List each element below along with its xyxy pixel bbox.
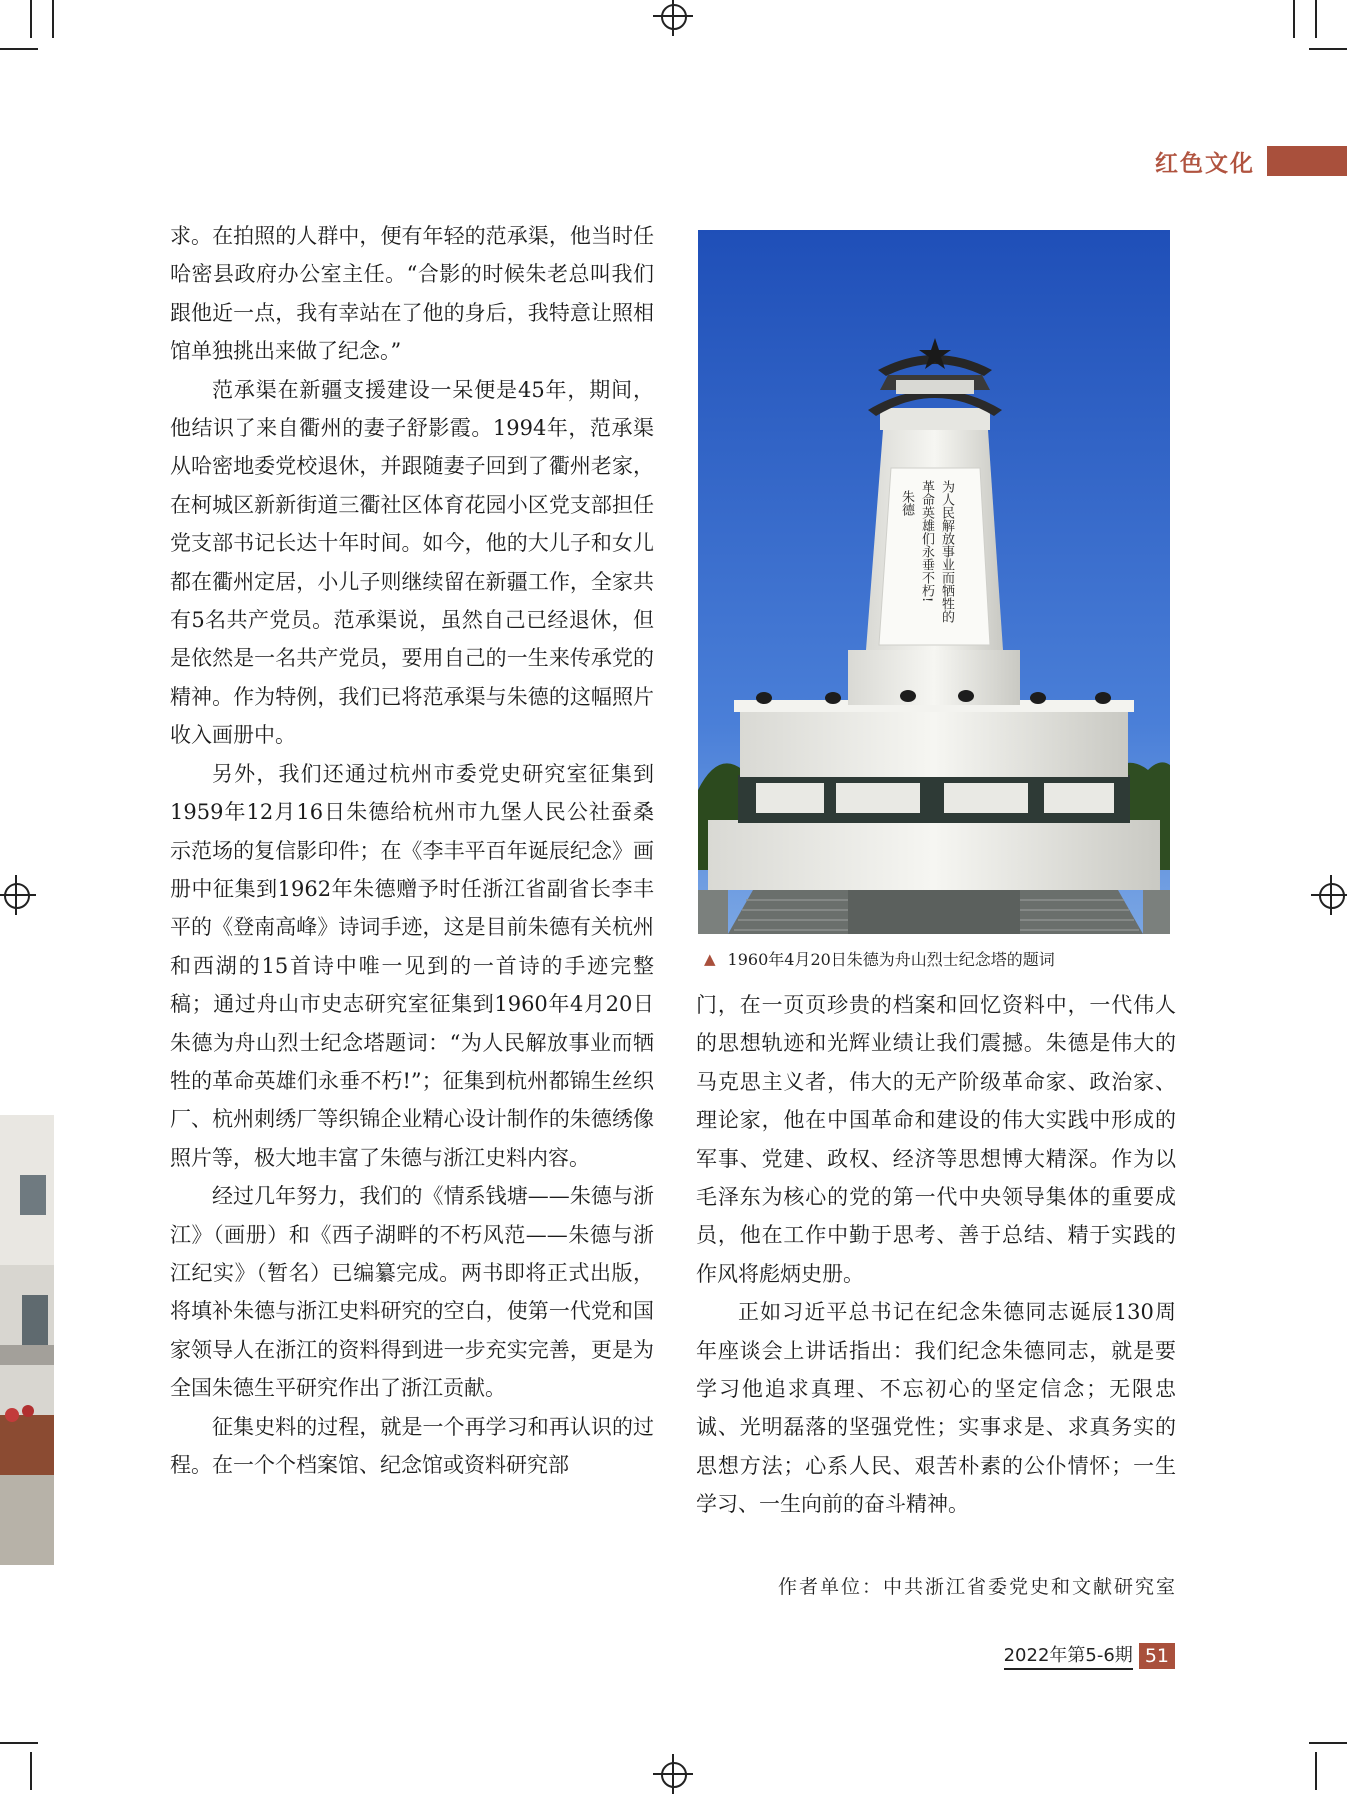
crop-mark-top-left-2 <box>52 0 54 38</box>
section-bar <box>1267 146 1347 176</box>
registration-mark-right <box>1311 875 1347 915</box>
left-column <box>170 217 654 1484</box>
issue-label: 2022年第5-6期 <box>1004 1641 1133 1670</box>
photo-caption <box>704 947 1055 970</box>
registration-mark-bottom <box>653 1754 693 1794</box>
paragraph: 门，在一页页珍贵的档案和回忆资料中，一代伟人的思想轨迹和光辉业绩让我们震撼。朱德是伟大的马克思主义者，伟大的无产阶级革命家、政治家、理论家，他在中国革命和建设的伟大实践中形成的军事、党建、政权、经济等思想博大精深。作为以毛泽东为核心的党的第一代中央领导集体的重要成员，他在工作中勤于思考、善于总结、精于实践的作风将彪炳史册。 <box>696 993 1176 1286</box>
page-footer <box>1004 1641 1175 1670</box>
section-title: 红色文化 <box>1155 150 1255 177</box>
registration-mark-left <box>0 875 36 915</box>
crop-mark-bottom-left-2 <box>0 1742 38 1744</box>
right-column <box>696 986 1176 1524</box>
crop-mark-top-right-2 <box>1315 0 1317 38</box>
page-number: 51 <box>1139 1643 1175 1669</box>
paragraph: 范承渠在新疆支援建设一呆便是45年，期间，他结识了来自衢州的妻子舒影霞。1994年，范承渠从哈密地委党校退休，并跟随妻子回到了衢州老家，在柯城区新新街道三衢社区体育花园小区党支部担任党支部书记长达十年时间。如今，他的大儿子和女儿都在衢州定居，小儿子则继续留在新疆工作，全家共有5名共产党员。范承渠说，虽然自己已经退休，但是依然是一名共产党员，要用自己的一生来传承党的精神。作为特例，我们已将范承渠与朱德的这幅照片收入画册中。 <box>170 377 654 748</box>
registration-mark-top <box>653 0 693 36</box>
monument-photo <box>698 230 1170 934</box>
caption-text: 1960年4月20日朱德为舟山烈士纪念塔的题词 <box>727 950 1055 969</box>
crop-mark-top-right-3 <box>1309 48 1347 50</box>
paragraph: 另外，我们还通过杭州市委党史研究室征集到1959年12月16日朱德给杭州市九堡人民公社蚕桑示范场的复信影印件；在《李丰平百年诞辰纪念》画册中征集到1962年朱德赠予时任浙江省副省长李丰平的《登南高峰》诗词手迹，这是目前朱德有关杭州和西湖的15首诗中唯一见到的一首诗的手迹完整稿；通过舟山市史志研究室征集到1960年4月20日朱德为舟山烈士纪念塔题词：“为人民解放事业而牺牲的革命英雄们永垂不朽!”；征集到杭州都锦生丝织厂、杭州刺绣厂等织锦企业精心设计制作的朱德绣像照片等，极大地丰富了朱德与浙江史料内容。 <box>170 761 654 1170</box>
crop-mark-bottom-right-2 <box>1309 1742 1347 1744</box>
paragraph: 征集史料的过程，就是一个再学习和再认识的过程。在一个个档案馆、纪念馆或资料研究部 <box>170 1414 654 1477</box>
inscription-line: 革命英雄们永垂不朽! <box>919 480 934 603</box>
inscription-line: 为人民解放事业而牺牲的 <box>939 480 954 623</box>
crop-mark-top-left <box>30 0 32 38</box>
inscription <box>896 480 956 640</box>
edge-photo <box>0 1115 54 1565</box>
author-affiliation: 作者单位：中共浙江省委党史和文献研究室 <box>777 1576 1177 1598</box>
paragraph: 求。在拍照的人群中，便有年轻的范承渠，他当时任哈密县政府办公室主任。“合影的时候朱老总叫我们跟他近一点，我有幸站在了他的身后，我特意让照相馆单独挑出来做了纪念。” <box>170 224 654 364</box>
section-header <box>1155 146 1347 176</box>
crop-mark-bottom-right <box>1315 1752 1317 1790</box>
paragraph: 正如习近平总书记在纪念朱德同志诞辰130周年座谈会上讲话指出：我们纪念朱德同志，就是要学习他追求真理、不忘初心的坚定信念；无限忠诚、光明磊落的坚强党性；实事求是、求真务实的思想方法；心系人民、艰苦朴素的公仆情怀；一生学习、一生向前的奋斗精神。 <box>696 1300 1176 1517</box>
crop-mark-top-left-3 <box>0 48 38 50</box>
crop-mark-top-right <box>1293 0 1295 38</box>
paragraph: 经过几年努力，我们的《情系钱塘——朱德与浙江》（画册）和《西子湖畔的不朽风范——朱德与浙江纪实》（暂名）已编纂完成。两书即将正式出版，将填补朱德与浙江史料研究的空白，使第一代党和国家领导人在浙江的资料得到进一步充实完善，更是为全国朱德生平研究作出了浙江贡献。 <box>170 1184 654 1401</box>
inscription-signature: 朱德 <box>899 490 914 516</box>
caption-triangle-icon: ▲ <box>704 949 716 968</box>
crop-mark-bottom-left <box>30 1752 32 1790</box>
